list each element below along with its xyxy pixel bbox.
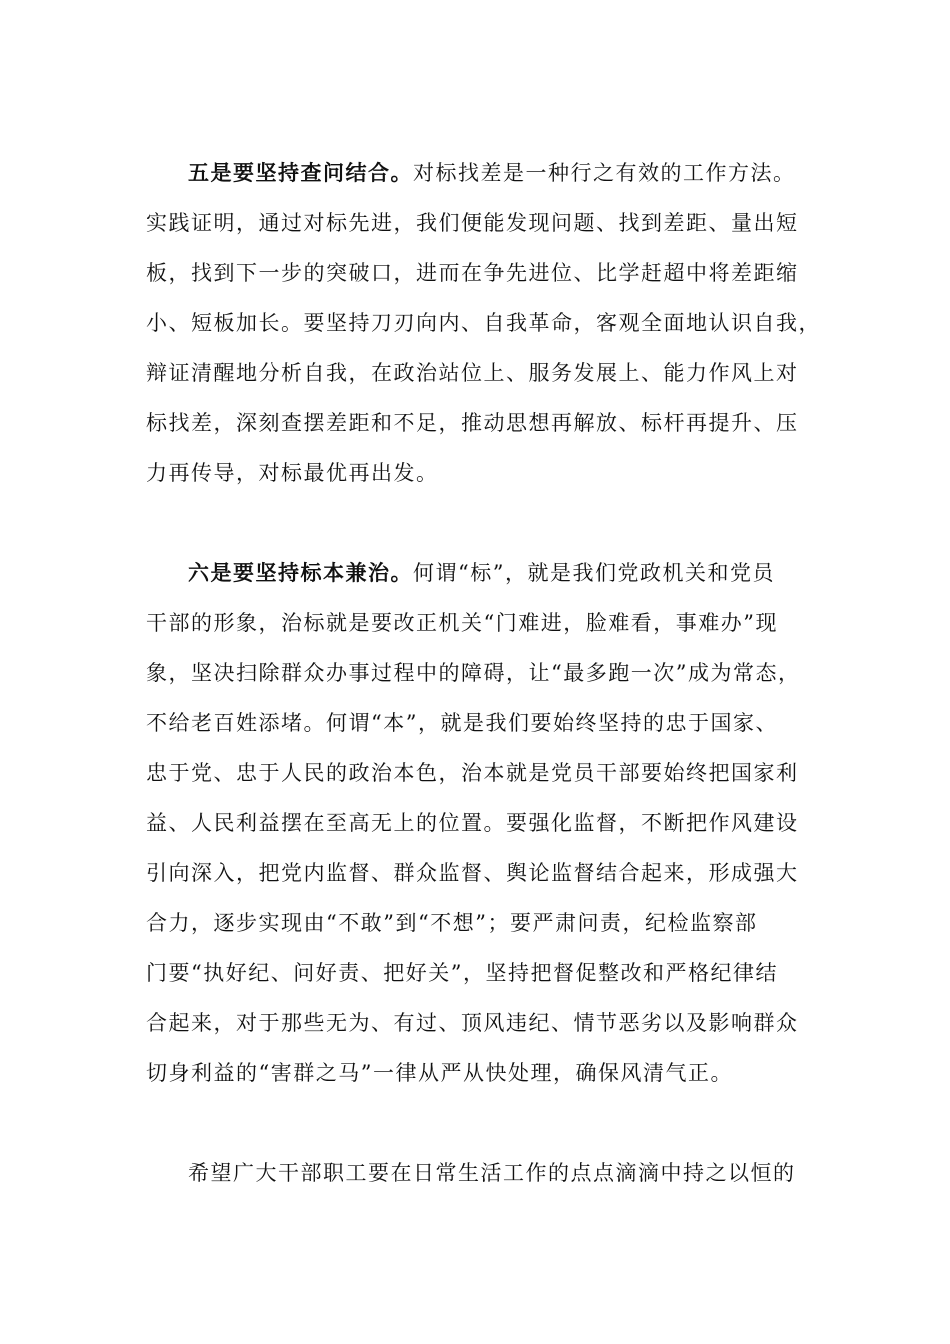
- paragraph-line-text: 对标找差是一种行之有效的工作方法。: [413, 161, 796, 185]
- paragraph-line: 合起来，对于那些无为、有过、顶风违纪、情节恶劣以及影响群众: [146, 1011, 799, 1035]
- paragraph-line: [146, 148, 822, 198]
- paragraph-line: 象，坚决扫除群众办事过程中的障碍，让“最多跑一次”成为常态，: [146, 661, 801, 685]
- paragraph-line: [146, 548, 822, 598]
- paragraph-line: 切身利益的“害群之马”一律从严从快处理，确保风清气正。: [146, 1061, 733, 1085]
- paragraph-lead: 五是要坚持查问结合。: [188, 160, 413, 185]
- paragraph-line: 标找差，深刻查摆差距和不足，推动思想再解放、标杆再提升、压: [146, 411, 799, 435]
- paragraph-line: 合力，逐步实现由“不敢”到“不想”；要严肃问责，纪检监察部: [146, 911, 758, 935]
- paragraph-line: 板，找到下一步的突破口，进而在争先进位、比学赶超中将差距缩: [146, 261, 799, 285]
- paragraph-line: 辩证清醒地分析自我，在政治站位上、服务发展上、能力作风上对: [146, 361, 799, 385]
- paragraph-line: 引向深入，把党内监督、群众监督、舆论监督结合起来，形成强大: [146, 861, 799, 885]
- paragraph-line: 力再传导，对标最优再出发。: [146, 461, 439, 485]
- paragraph-line-text: 何谓“标”，就是我们党政机关和党员: [413, 561, 775, 585]
- paragraph-line: 小、短板加长。要坚持刀刃向内、自我革命，客观全面地认识自我，: [146, 311, 821, 335]
- paragraph-line: 门要“执好纪、问好责、把好关”，坚持把督促整改和严格纪律结: [146, 961, 778, 985]
- paragraph-line: 实践证明，通过对标先进，我们便能发现问题、找到差距、量出短: [146, 211, 799, 235]
- paragraph-line: 不给老百姓添堵。何谓“本”，就是我们要始终坚持的忠于国家、: [146, 711, 778, 735]
- paragraph-line: 益、人民利益摆在至高无上的位置。要强化监督，不断把作风建设: [146, 811, 799, 835]
- paragraph-line: 忠于党、忠于人民的政治本色，治本就是党员干部要始终把国家利: [146, 761, 799, 785]
- paragraph-five: [146, 148, 822, 498]
- paragraph-closing: [146, 1148, 822, 1198]
- paragraph-line: 希望广大干部职工要在日常生活工作的点点滴滴中持之以恒的: [188, 1161, 796, 1185]
- paragraph-lead: 六是要坚持标本兼治。: [188, 560, 413, 585]
- paragraph-six: [146, 548, 822, 1098]
- paragraph-line: 干部的形象，治标就是要改正机关“门难进，脸难看，事难办”现: [146, 611, 778, 635]
